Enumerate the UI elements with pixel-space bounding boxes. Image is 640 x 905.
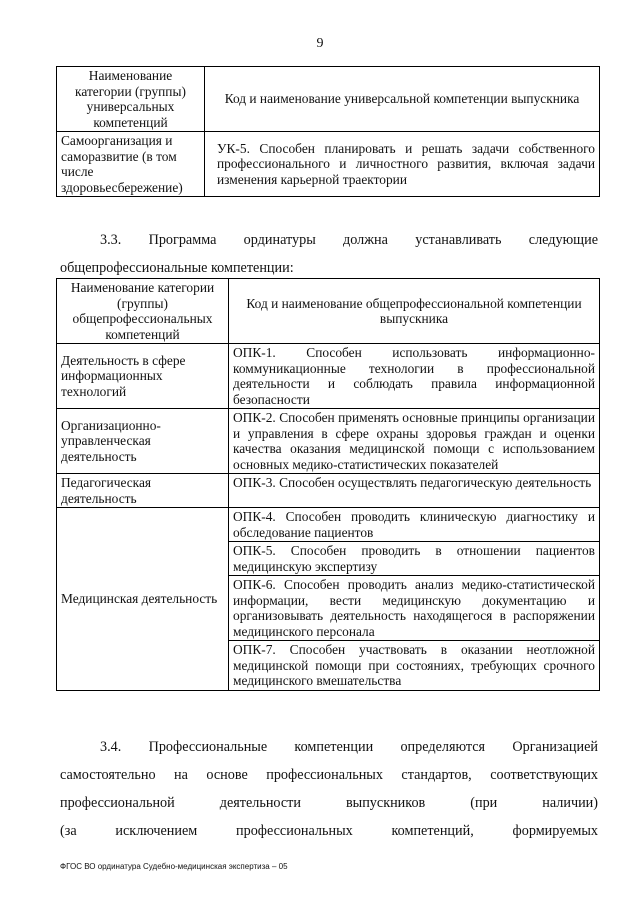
category-cell: Самоорганизация и саморазвитие (в том числе здоровьесбережение) xyxy=(57,132,205,197)
table-row xyxy=(57,474,600,508)
table-row xyxy=(57,132,600,197)
paragraph-line: профессиональной деятельности выпускников (при наличии) xyxy=(60,795,598,811)
general-professional-competencies-table xyxy=(56,278,600,691)
table-header-competency: Код и наименование общепрофессиональной компетенции выпускника xyxy=(229,279,600,344)
competency-cell: ОПК-6. Способен проводить анализ медико-статистической информации, вести медицинскую документацию и организовывать деятельность находящегося в распоряжении медицинского персонала xyxy=(229,576,600,641)
category-cell: Деятельность в сфере информационных технологий xyxy=(57,344,229,409)
competency-cell: УК-5. Способен планировать и решать задачи собственного профессионального и личностного развития, включая задачи изменения карьерной траектории xyxy=(205,132,600,197)
paragraph-3-4 xyxy=(60,733,598,845)
category-cell: Медицинская деятельность xyxy=(57,508,229,691)
competency-cell: ОПК-3. Способен осуществлять педагогическую деятельность xyxy=(229,474,600,508)
category-cell: Организационно-управленческая деятельность xyxy=(57,409,229,474)
table-header-row xyxy=(57,67,600,132)
competency-cell: ОПК-5. Способен проводить в отношении пациентов медицинскую экспертизу xyxy=(229,542,600,576)
page-number: 9 xyxy=(316,36,324,51)
table-row xyxy=(57,344,600,409)
competency-cell: ОПК-4. Способен проводить клиническую диагностику и обследование пациентов xyxy=(229,508,600,542)
paragraph-3-3 xyxy=(60,226,598,282)
table-header-category: Наименование категории (группы) общепрофессиональных компетенций xyxy=(57,279,229,344)
universal-competencies-table xyxy=(56,66,600,197)
table-row xyxy=(57,409,600,474)
page-footer: ФГОС ВО ординатура Судебно-медицинская экспертиза – 05 xyxy=(60,862,288,871)
paragraph-line: 3.3. Программа ординатуры должна устанавливать следующие xyxy=(100,232,598,248)
paragraph-line: 3.4. Профессиональные компетенции определяются Организацией xyxy=(100,739,598,755)
paragraph-line: самостоятельно на основе профессиональных стандартов, соответствующих xyxy=(60,767,598,783)
table-header-row xyxy=(57,279,600,344)
table-header-competency: Код и наименование универсальной компетенции выпускника xyxy=(205,67,600,132)
competency-cell: ОПК-1. Способен использовать информационно-коммуникационные технологии в профессиональной деятельности и соблюдать правила информационной безопасности xyxy=(229,344,600,409)
paragraph-line: (за исключением профессиональных компетенций, формируемых xyxy=(60,823,598,839)
paragraph-line: общепрофессиональные компетенции: xyxy=(60,260,294,276)
competency-cell: ОПК-2. Способен применять основные принципы организации и управления в сфере охраны здоровья граждан и оценки качества оказания медицинской помощи с использованием основных медико-статистических показателей xyxy=(229,409,600,474)
table-row xyxy=(57,508,600,542)
table-header-category: Наименование категории (группы) универсальных компетенций xyxy=(57,67,205,132)
competency-cell: ОПК-7. Способен участвовать в оказании неотложной медицинской помощи при состояниях, требующих срочного медицинского вмешательства xyxy=(229,641,600,691)
category-cell: Педагогическая деятельность xyxy=(57,474,229,508)
